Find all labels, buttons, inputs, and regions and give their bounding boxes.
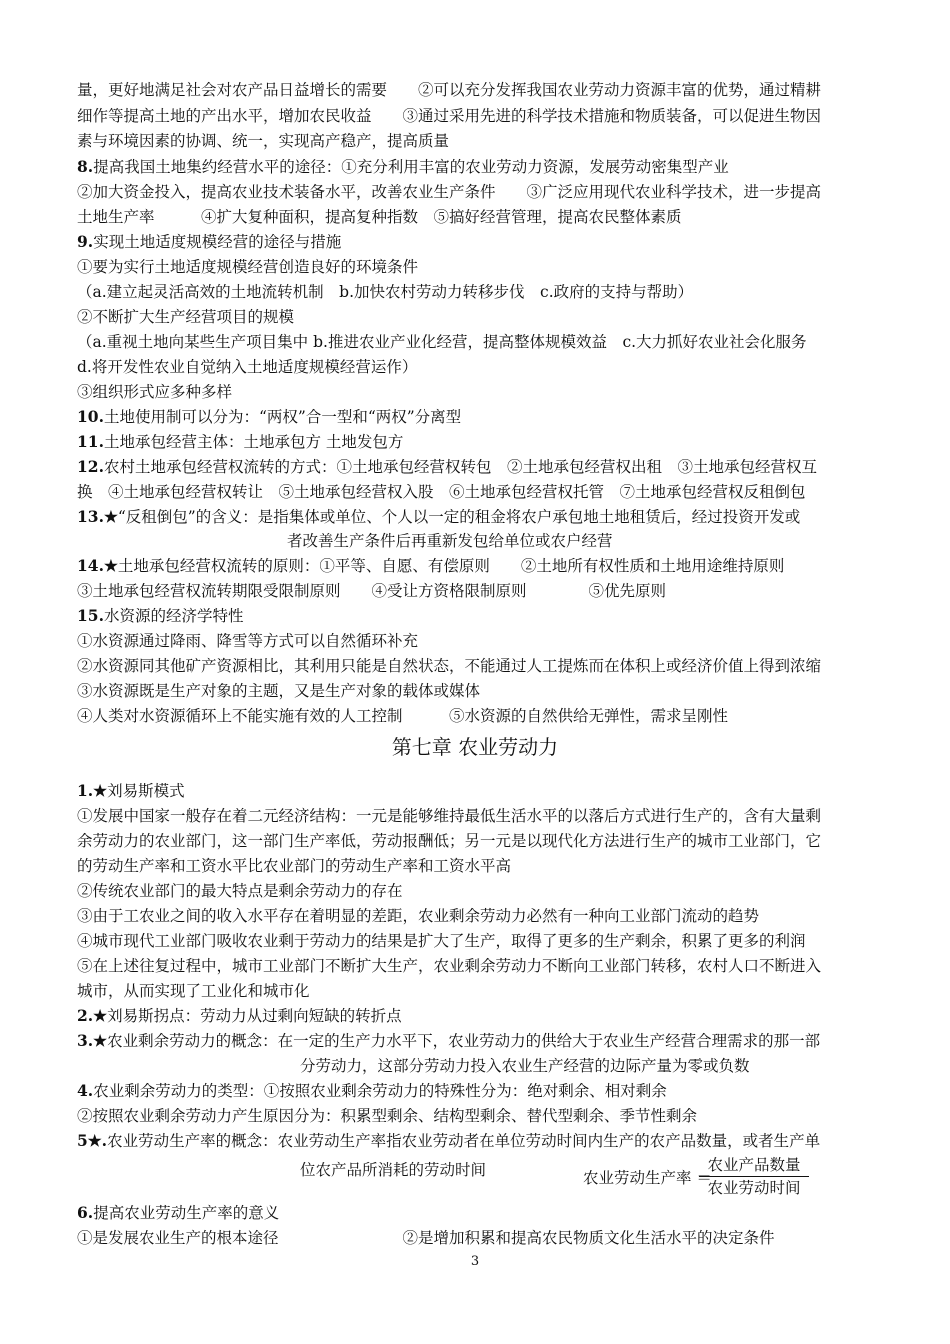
text-line: （a.重视土地向某些生产项目集中 b.推进农业产业化经营，提高整体规模效益 c.大力抓好农业社会化服务 [77,333,807,351]
item-13-heading: 13.★“反租倒包”的含义：是指集体或单位、个人以一定的租金将农户承包地土地租赁后，经过投资开发或 [77,507,801,526]
text-line: 换 ④土地承包经营权转让 ⑤土地承包经营权入股 ⑥土地承包经营权托管 ⑦土地承包经营权反租倒包 [77,483,806,501]
item-14-heading: 14.★土地承包经营权流转的原则：①平等、自愿、有偿原则 ②土地所有权性质和土地用途维持原则 [77,556,785,575]
item-number: 14.★ [77,556,118,575]
text-line: ④人类对水资源循环上不能实施有效的人工控制 ⑤水资源的自然供给无弹性，需求呈刚性 [77,707,729,725]
text-line: ①发展中国家一般存在着二元经济结构：一元是能够维持最低生活水平的以落后方式进行生产的，含有大量剩 [77,807,822,825]
item-12-heading: 12.农村土地承包经营权流转的方式：①土地承包经营权转包 ②土地承包经营权出租 ③土地承包经营权互 [77,457,817,476]
text-line: 素与环境因素的协调、统一，实现高产稳产，提高质量 [77,132,450,150]
text-line: 者改善生产条件后再重新发包给单位或农户经营 [287,532,613,550]
item-5-heading: 5★.农业劳动生产率的概念：农业劳动生产率指农业劳动者在单位劳动时间内生产的农产品数量，或者生产单 [77,1131,821,1150]
text-line: 城市，从而实现了工业化和城市化 [77,982,310,1000]
item-number: 15. [77,606,104,625]
chapter-title: 第七章 农业劳动力 [391,735,559,759]
item-3-heading: 3.★农业剩余劳动力的概念：在一定的生产力水平下，农业劳动力的供给大于农业生产经营合理需求的那一部 [77,1031,821,1050]
item-10-heading: 10.土地使用制可以分为：“两权”合一型和“两权”分离型 [77,407,462,426]
item-number: 5★. [77,1131,108,1150]
text-line: ②不断扩大生产经营项目的规模 [77,308,295,326]
text-line: ①是发展农业生产的根本途径 ②是增加积累和提高农民物质文化生活水平的决定条件 [77,1229,775,1247]
text-line: ②按照农业剩余劳动力产生原因分为：积累型剩余、结构型剩余、替代型剩余、季节性剩余 [77,1107,698,1125]
item-2-heading: 2.★刘易斯拐点：劳动力从过剩向短缺的转折点 [77,1006,402,1025]
item-1-heading: 1.★刘易斯模式 [77,781,185,800]
text-line: 位农产品所消耗的劳动时间 [300,1161,487,1179]
formula-lhs: 农业劳动生产率 ＝ [583,1169,712,1187]
item-9-heading: 9.实现土地适度规模经营的途径与措施 [77,232,342,251]
item-11-heading: 11.土地承包经营主体：土地承包方 土地发包方 [77,432,404,451]
item-15-heading: 15.水资源的经济学特性 [77,606,244,625]
item-4-heading: 4.农业剩余劳动力的类型：①按照农业剩余劳动力的特殊性分为：绝对剩余、相对剩余 [77,1081,667,1100]
item-6-heading: 6.提高农业劳动生产率的意义 [77,1203,280,1222]
text-line: 余劳动力的农业部门，这一部门生产率低，劳动报酬低；另一元是以现代化方法进行生产的城市工业部门，它 [77,832,822,850]
item-number: 8. [77,157,94,176]
item-number: 13.★ [77,507,118,526]
item-8-heading: 8.提高我国土地集约经营水平的途径：①充分利用丰富的农业劳动力资源，发展劳动密集型产业 [77,157,729,176]
item-number: 9. [77,232,94,251]
text-line: 细作等提高土地的产出水平，增加农民收益 ③通过采用先进的科学技术措施和物质装备，可以促进生物因 [77,107,822,125]
item-number: 2.★ [77,1006,108,1025]
formula-denominator: 农业劳动时间 [707,1179,801,1197]
text-line: ⑤在上述往复过程中，城市工业部门不断扩大生产，农业剩余劳动力不断向工业部门转移，农村人口不断进入 [77,957,822,975]
text-line: ②水资源同其他矿产资源相比，其利用只能是自然状态，不能通过人工提炼而在体积上或经济价值上得到浓缩 [77,657,822,675]
item-number: 10. [77,407,104,426]
text-line: ①水资源通过降雨、降雪等方式可以自然循环补充 [77,632,419,650]
item-number: 1.★ [77,781,108,800]
text-line: d.将开发性农业自觉纳入土地适度规模经营运作） [77,358,418,376]
text-line: ①要为实行土地适度规模经营创造良好的环境条件 [77,258,419,276]
text-line: （a.建立起灵活高效的土地流转机制 b.加快农村劳动力转移步伐 c.政府的支持与帮助） [77,283,694,301]
text-line: ③由于工农业之间的收入水平存在着明显的差距，农业剩余劳动力必然有一种向工业部门流动的趋势 [77,907,760,925]
text-line: 土地生产率 ④扩大复种面积，提高复种指数 ⑤搞好经营管理，提高农民整体素质 [77,208,682,226]
item-number: 6. [77,1203,94,1222]
text-line: ③组织形式应多种多样 [77,383,233,401]
item-number: 3.★ [77,1031,108,1050]
formula-numerator: 农业产品数量 [699,1154,809,1177]
text-line: ④城市现代工业部门吸收农业剩于劳动力的结果是扩大了生产，取得了更多的生产剩余，积累了更多的利润 [77,932,806,950]
item-number: 4. [77,1081,94,1100]
text-line: 量，更好地满足社会对农产品日益增长的需要 ②可以充分发挥我国农业劳动力资源丰富的优势，通过精耕 [77,81,822,99]
text-line: 分劳动力，这部分劳动力投入农业生产经营的边际产量为零或负数 [300,1057,750,1075]
formula-fraction [699,1154,809,1199]
text-line: ③水资源既是生产对象的主题，又是生产对象的载体或媒体 [77,682,481,700]
text-line: ②加大资金投入，提高农业技术装备水平，改善农业生产条件 ③广泛应用现代农业科学技术，进一步提高 [77,183,822,201]
text-line: ③土地承包经营权流转期限受限制原则 ④受让方资格限制原则 ⑤优先原则 [77,582,667,600]
text-line: 的劳动生产率和工资水平比农业部门的劳动生产率和工资水平高 [77,857,512,875]
page-number: 3 [470,1254,480,1269]
item-number: 12. [77,457,104,476]
item-number: 11. [77,432,104,451]
text-line: ②传统农业部门的最大特点是剩余劳动力的存在 [77,882,403,900]
